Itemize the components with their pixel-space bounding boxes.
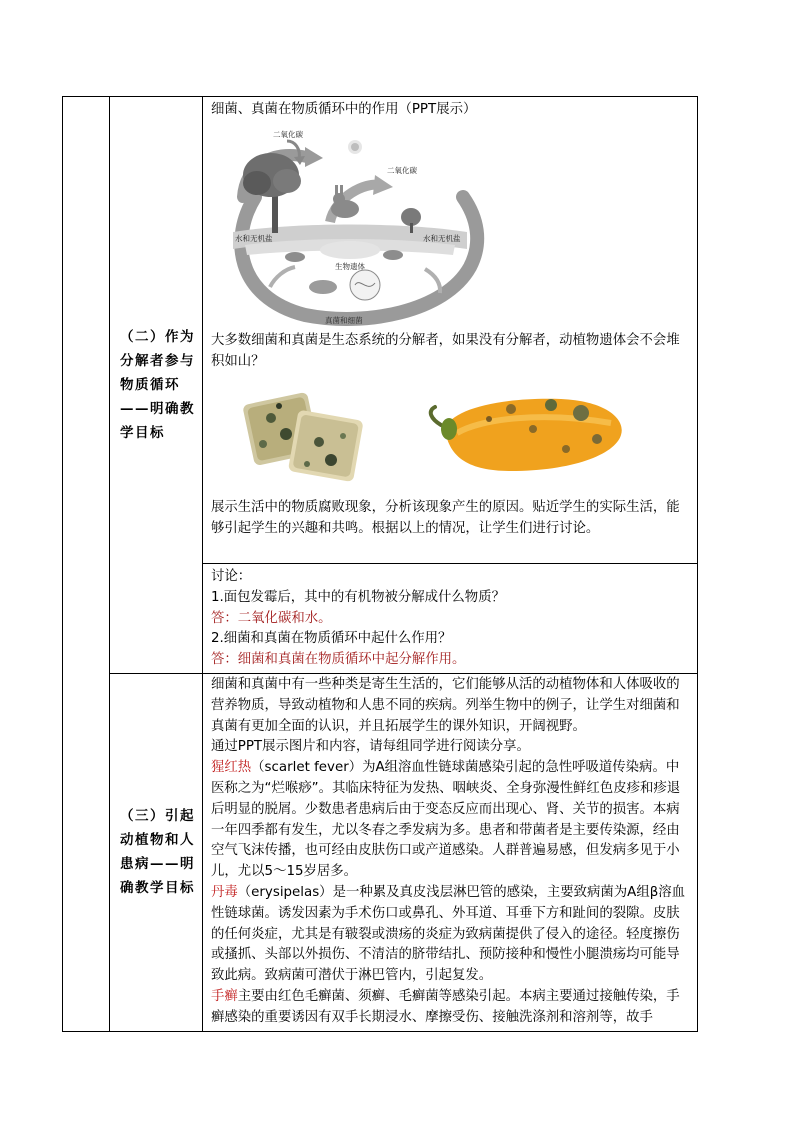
moldy-bread-image	[231, 384, 371, 484]
discussion-title: 讨论：	[211, 569, 252, 584]
decomposer-question: 大多数细菌和真菌是生态系统的分解者，如果没有分解者，动植物遗体会不会堆积如山？	[211, 332, 680, 369]
scarlet-fever-title: 猩红热	[211, 760, 252, 776]
diagram-label-fungi: 真菌和细菌	[325, 315, 363, 325]
section-label-cell	[110, 673, 203, 1031]
content-cell	[203, 97, 698, 564]
section-label-cell	[110, 97, 203, 674]
tinea-title: 手癣	[211, 988, 238, 1004]
rotten-food-images	[231, 384, 631, 484]
table-row	[63, 673, 698, 1031]
scarlet-fever-text: （scarlet fever）为A组溶血性链球菌感染引起的急性呼吸道传染病。中医称之为“烂喉痧”。其临床特征为发热、咽峡炎、全身弥漫性鲜红色皮疹和疹退后明显的脱屑。少数患者患病后由于变态反应而出现心、肾、关节的损害。本病一年四季都有发生，尤以冬春之季发病为多。患者和带菌者是主要传染源，经由空气飞沫传播，也可经由皮肤伤口或产道感染。人群普遍易感，但发病多见于小儿，尤以5～15岁居多。	[211, 760, 681, 880]
diagram-label-co2-left: 二氧化碳	[273, 129, 303, 139]
tinea-text: 主要由红色毛癣菌、须癣、毛癣菌等感染引起。本病主要通过接触传染，手癣感染的重要诱因有双手长期浸水、摩擦受伤、接触洗涤剂和溶剂等，故手	[211, 988, 680, 1025]
erysipelas-title: 丹毒	[211, 884, 238, 900]
empty-column-cell	[63, 97, 110, 1032]
ppt-line: 细菌、真菌在物质循环中的作用（PPT展示）	[211, 102, 477, 117]
ppt-instruction: 通过PPT展示图片和内容，请每组同学进行阅读分享。	[211, 739, 530, 755]
section3-label: （三）引起动植物和人患病——明确教学目标	[120, 808, 195, 897]
diagram-label-water-left: 水和无机盐	[235, 233, 273, 243]
erysipelas-paragraph	[211, 883, 691, 987]
phenomenon-description: 展示生活中的物质腐败现象，分析该现象产生的原因。贴近学生的实际生活，能够引起学生的兴趣和共鸣。根据以上的情况，让学生们进行讨论。	[211, 500, 680, 537]
scarlet-fever-paragraph	[211, 758, 691, 883]
erysipelas-text: （erysipelas）是一种累及真皮浅层淋巴管的感染，主要致病菌为A组β溶血性链球菌。诱发因素为手术伤口或鼻孔、外耳道、耳垂下方和趾间的裂隙。皮肤的任何炎症，尤其是有皲裂或溃疡的炎症为致病菌提供了侵入的途径。轻度擦伤或搔抓、头部以外损伤、不清洁的脐带结扎、预防接种和慢性小腿溃疡均可能导致此病。致病菌可潜伏于淋巴管内，引起复发。	[211, 884, 686, 984]
diagram-label-remains: 生物遗体	[335, 261, 365, 271]
table-row	[63, 97, 698, 564]
lesson-table	[62, 96, 698, 1032]
section2-label: （二）作为分解者参与物质循环——明确教学目标	[120, 328, 195, 441]
rotten-pepper-image	[421, 389, 631, 479]
diagram-label-co2-right: 二氧化碳	[387, 165, 417, 175]
discussion-q1: 1.面包发霉后，其中的有机物被分解成什么物质？	[211, 589, 505, 605]
discussion-cell	[203, 564, 698, 674]
discussion-q2: 2.细菌和真菌在物质循环中起什么作用？	[211, 631, 452, 647]
disease-intro: 细菌和真菌中有一些种类是寄生生活的，它们能够从活的动植物体和人体吸收的营养物质，导致动植物和人患不同的疾病。列举生物中的例子，让学生对细菌和真菌有更加全面的认识，并且拓展学生的课外知识，开阔视野。	[211, 676, 680, 734]
discussion-a1: 答：二氧化碳和水。	[211, 610, 332, 626]
tinea-paragraph	[211, 987, 691, 1029]
diagram-label-water-right: 水和无机盐	[423, 233, 461, 243]
discussion-a2: 答：细菌和真菌在物质循环中起分解作用。	[211, 652, 466, 668]
material-cycle-diagram	[215, 127, 487, 327]
disease-content-cell	[203, 673, 698, 1031]
